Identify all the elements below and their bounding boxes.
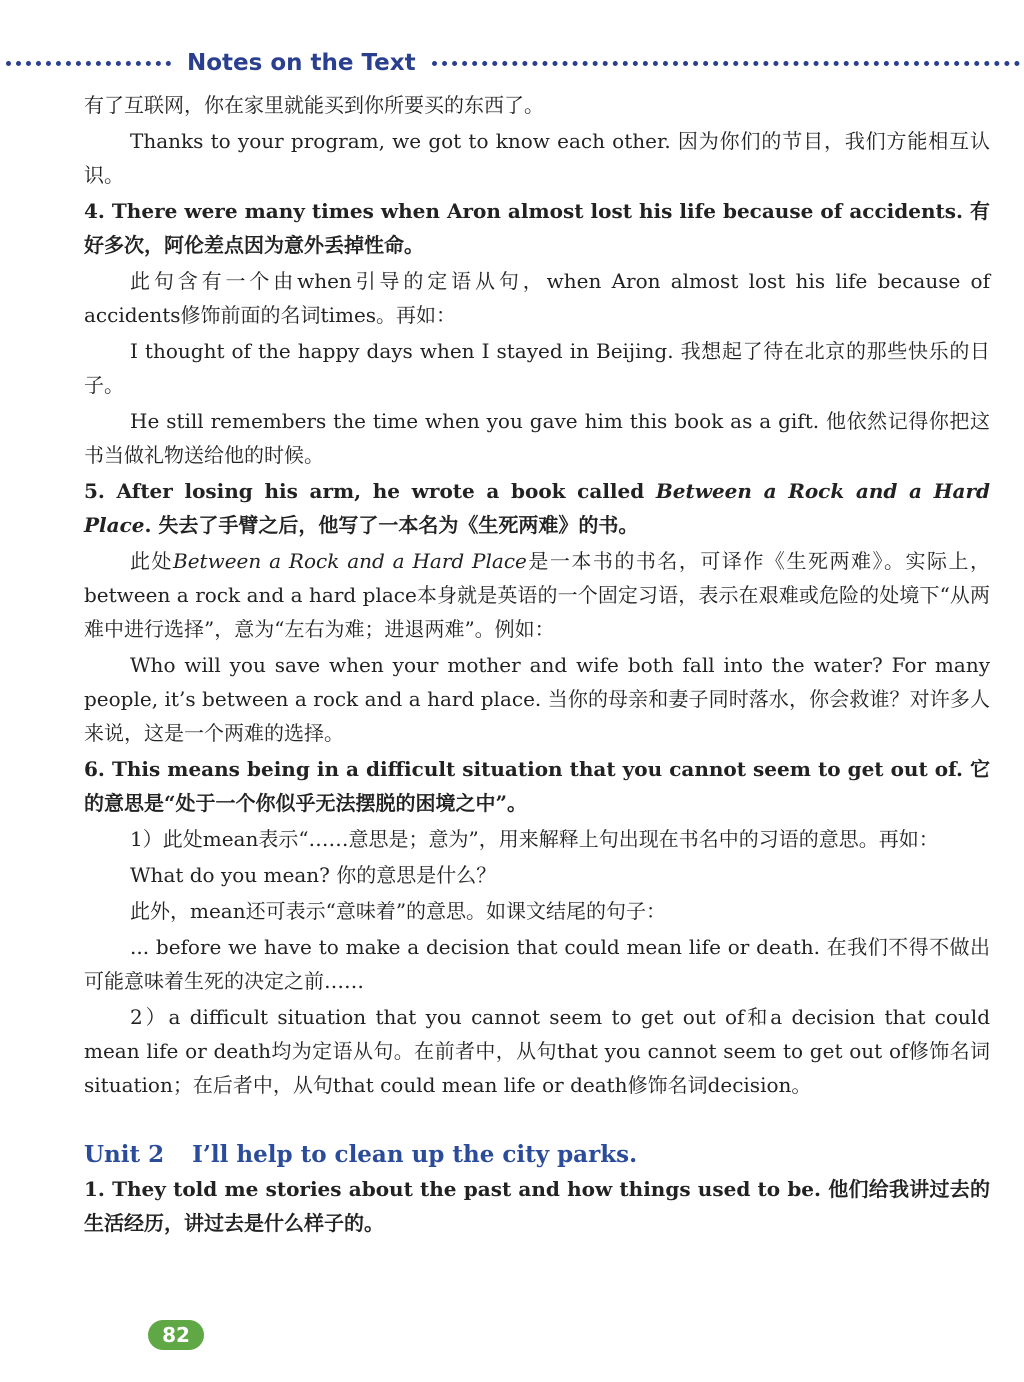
page-number-badge: 82 xyxy=(148,1320,204,1350)
header-title: Notes on the Text xyxy=(187,50,416,76)
note-heading: They told me stories about the past and how things used to be. 他们给我讲过去的生活经历，讲过去是什么样子的。 xyxy=(84,1177,990,1235)
explanation: 此句含有一个由when引导的定语从句，when Aron almost lost his life because of accidents修饰前面的名词times。再如： xyxy=(84,269,990,327)
note-number: 6. xyxy=(84,757,105,781)
paragraph: 有了互联网，你在家里就能买到你所要买的东西了。 xyxy=(84,93,544,117)
example-sentence: He still remembers the time when you gave him this book as a gift. 他依然记得你把这书当做礼物送给他的时候。 xyxy=(84,409,990,467)
example-sentence: Who will you save when your mother and wife both fall into the water? For many people, it’s between a rock and a hard place. 当你的母亲和妻子同时落水，你会救谁？对许多人来说，这是一个两难的选择。 xyxy=(84,653,990,745)
note-number: 1. xyxy=(84,1177,105,1201)
explanation: 1）此处mean表示“……意思是；意为”，用来解释上句出现在书名中的习语的意思。再如： xyxy=(130,827,939,851)
example-sentence: Thanks to your program, we got to know each other. 因为你们的节目，我们方能相互认识。 xyxy=(84,129,990,187)
note-5 xyxy=(84,474,990,542)
book-title: Between a Rock and a Hard Place xyxy=(84,479,990,537)
unit-label: Unit 2 xyxy=(84,1141,165,1168)
unit-heading xyxy=(84,1138,990,1172)
note-heading-pre: After losing his arm, he wrote a book called xyxy=(116,479,656,503)
note-6 xyxy=(84,752,990,820)
note-heading-post: . 失去了手臂之后，他写了一本名为《生死两难》的书。 xyxy=(144,513,639,537)
note-4 xyxy=(84,194,990,262)
note-heading: There were many times when Aron almost lost his life because of accidents. 有好多次，阿伦差点因为意外丢掉性命。 xyxy=(84,199,990,257)
explanation: 此外，mean还可表示“意味着”的意思。如课文结尾的句子： xyxy=(130,899,667,923)
explanation xyxy=(84,544,990,646)
book-title: Between a Rock and a Hard Place xyxy=(173,549,527,573)
example-sentence: I thought of the happy days when I stayed in Beijing. 我想起了待在北京的那些快乐的日子。 xyxy=(84,339,990,397)
note-number: 5. xyxy=(84,479,105,503)
page-header xyxy=(0,46,1024,80)
explanation: 2）a difficult situation that you cannot seem to get out of和a decision that could mean life or death均为定语从句。在前者中，从句that you cannot seem to get out of修饰名词situation；在后者中，从句that could mean life or death修饰名词decision。 xyxy=(84,1005,990,1097)
example-sentence: What do you mean? 你的意思是什么？ xyxy=(130,863,497,887)
unit-title: I’ll help to clean up the city parks. xyxy=(192,1141,638,1168)
header-dots-right xyxy=(432,61,1020,66)
note-number: 4. xyxy=(84,199,105,223)
header-dots-left xyxy=(6,61,171,66)
unit2-note-1 xyxy=(84,1172,990,1240)
page-content xyxy=(84,88,990,1242)
example-sentence: ... before we have to make a decision that could mean life or death. 在我们不得不做出可能意味着生死的决定之前…… xyxy=(84,935,990,993)
explanation-pre: 此处 xyxy=(130,549,174,573)
explanation-post: 是一本书的书名，可译作《生死两难》。实际上，between a rock and a hard place本身就是英语的一个固定习语，表示在艰难或危险的处境下“从两难中进行选择”，意为“左右为难；进退两难”。例如： xyxy=(84,549,990,641)
note-heading: This means being in a difficult situation that you cannot seem to get out of. 它的意思是“处于一个你似乎无法摆脱的困境之中”。 xyxy=(84,757,991,815)
